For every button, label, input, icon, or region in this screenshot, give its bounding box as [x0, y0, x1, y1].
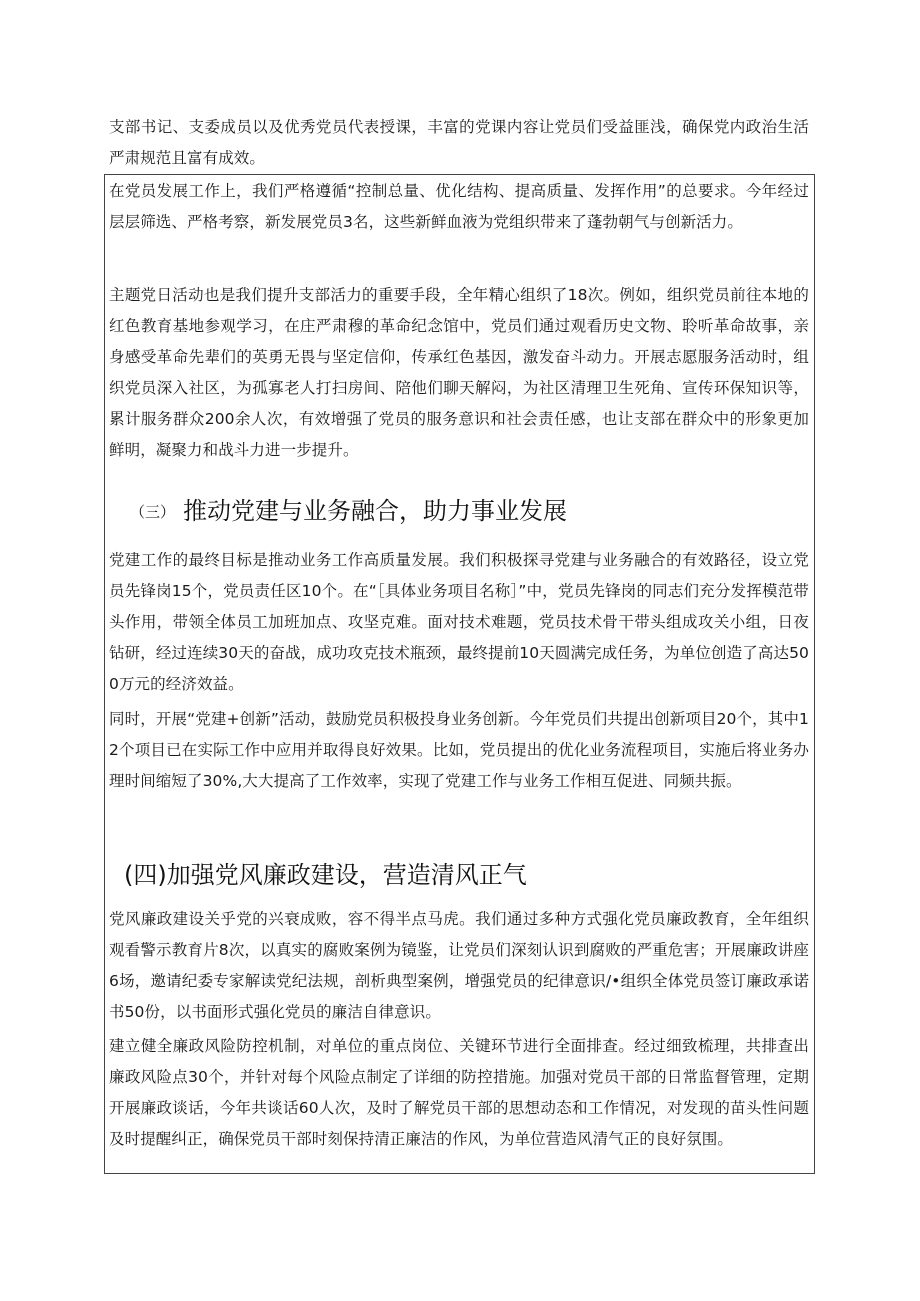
section-4-heading: (四)加强党风廉政建设，营造清风正气 [124, 861, 527, 889]
intro-paragraph: 支部书记、支委成员以及优秀党员代表授课，丰富的党课内容让党员们受益匪浅，确保党内政治生活严肃规范且富有成效。 [109, 118, 809, 167]
section-3-heading [130, 494, 567, 529]
section-3-title: 推动党建与业务融合，助力事业发展 [183, 497, 568, 525]
risk-control-paragraph: 建立健全廉政风险防控机制，对单位的重点岗位、关键环节进行全面排查。经过细致梳理，共排查出廉政风险点30个，并针对每个风险点制定了详细的防控措施。加强对党员干部的日常监督管理，定期开展廉政谈话，今年共谈话60人次，及时了解党员干部的思想动态和工作情况，对发现的苗头性问题及时提醒纠正，确保党员干部时刻保持清正廉洁的作风，为单位营造风清气正的良好氛围。 [109, 1037, 809, 1148]
business-integration-paragraph: 党建工作的最终目标是推动业务工作高质量发展。我们积极探寻党建与业务融合的有效路径，设立党员先锋岗15个，党员责任区10个。在“［具体业务项目名称］”中，党员先锋岗的同志们充分发挥模范带头作用，带领全体员工加班加点、攻坚克难。面对技术难题，党员技术骨干带头组成攻关小组，日夜钻研，经过连续30天的奋战，成功攻克技术瓶颈，最终提前10天圆满完成任务，为单位创造了高达500万元的经济效益。 [109, 551, 809, 693]
section-3-number: （三） [130, 503, 176, 521]
innovation-paragraph: 同时，开展“党建+创新”活动，鼓励党员积极投身业务创新。今年党员们共提出创新项目20个，其中12个项目已在实际工作中应用并取得良好效果。比如，党员提出的优化业务流程项目，实施后将业务办理时间缩短了30%,大大提高了工作效率，实现了党建工作与业务工作相互促进、同频共振。 [109, 710, 809, 790]
party-development-paragraph: 在党员发展工作上，我们严格遵循“控制总量、优化结构、提高质量、发挥作用”的总要求。今年经过层层筛选、严格考察，新发展党员3名，这些新鲜血液为党组织带来了蓬勃朝气与创新活力。 [109, 182, 809, 231]
theme-day-paragraph: 主题党日活动也是我们提升支部活力的重要手段，全年精心组织了18次。例如，组织党员前往本地的红色教育基地参观学习，在庄严肃穆的革命纪念馆中，党员们通过观看历史文物、聆听革命故事，亲身感受革命先辈们的英勇无畏与坚定信仰，传承红色基因，激发奋斗动力。开展志愿服务活动时，组织党员深入社区，为孤寡老人打扫房间、陪他们聊天解闷，为社区清理卫生死角、宣传环保知识等，累计服务群众200余人次，有效增强了党员的服务意识和社会责任感，也让支部在群众中的形象更加鲜明，凝聚力和战斗力进一步提升。 [109, 286, 809, 459]
integrity-education-paragraph: 党风廉政建设关乎党的兴衰成败，容不得半点马虎。我们通过多种方式强化党员廉政教育，全年组织观看警示教育片8次，以真实的腐败案例为镜鉴，让党员们深刻认识到腐败的严重危害；开展廉政讲座6场，邀请纪委专家解读党纪法规，剖析典型案例，增强党员的纪律意识/•组织全体党员签订廉政承诺书50份，以书面形式强化党员的廉洁自律意识。 [109, 910, 809, 1021]
